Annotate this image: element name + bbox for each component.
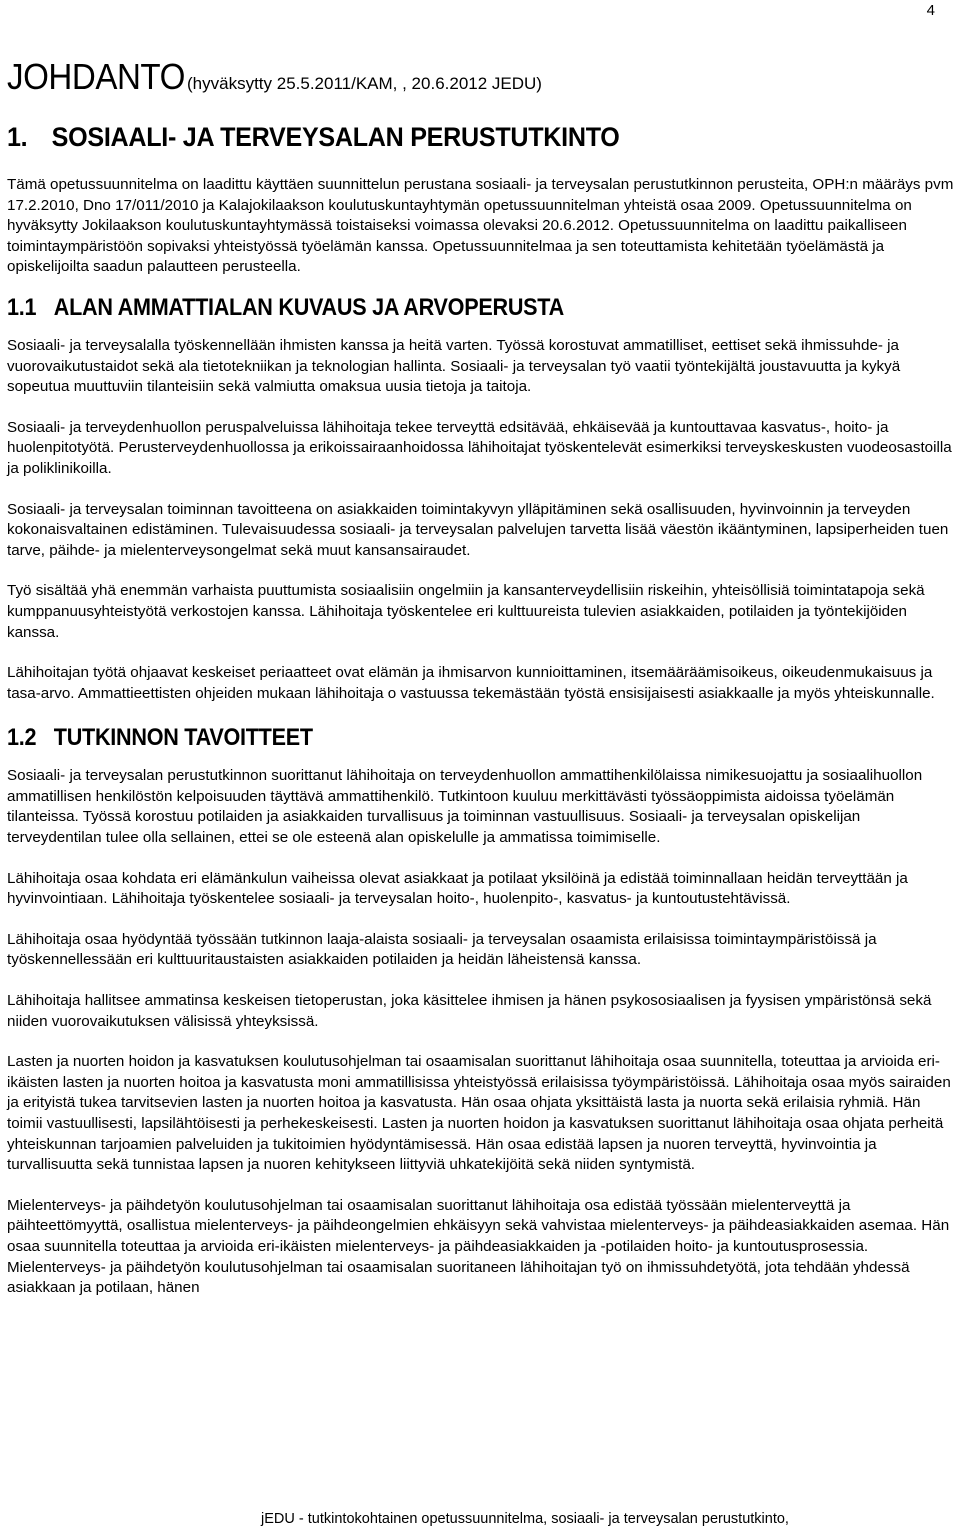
paragraph: Lähihoitaja hallitsee ammatinsa keskeisen tietoperustan, joka käsittelee ihmisen ja hänen psykososiaalisen ja fyysisen ympäristönsä sekä niiden vuorovaikutuksen välisissä yhteyksissä. (7, 992, 932, 1030)
section-1-1-title: ALAN AMMATTIALAN KUVAUS JA ARVOPERUSTA (53, 293, 564, 321)
paragraph: Sosiaali- ja terveysalan toiminnan tavoitteena on asiakkaiden toimintakyvyn ylläpitäminen sekä osallisuuden, hyvinvoinnin ja terveyden kokonaisvaltainen edistäminen. Tulevaisuudessa sosiaali- ja terveysalan palvelujen tarvetta lisää väestön ikääntyminen, lapsiperheiden tuen tarve, päihde- ja mielenterveysongelmat sekä muut kansansairaudet. (7, 500, 949, 559)
page-footer: jEDU - tutkintokohtainen opetussuunnitelma, sosiaali- ja terveysalan perustutkinto, (261, 1511, 789, 1527)
section-1-2-number: 1.2 (7, 724, 37, 752)
paragraph: Sosiaali- ja terveysalan perustutkinnon suorittanut lähihoitaja on terveydenhuollon ammattihenkilölaissa nimikesuojattu ja sosiaalihuollon ammatillisen henkilöstön kelpoisuuden täyttävä ammattihenkilö. Tutkintoon kuuluu merkittävästi työssäoppimista aidoissa työelämän tilanteissa. Työssä korostuu potilaiden ja asiakkaiden turvallisuus ja toiminnan vastuullisuus. Sosiaali- ja terveysalan opiskelijan terveydentilan tulee olla sellainen, ettei se ole esteenä alan opiskelulle ja ammatissa toimimiselle. (7, 767, 923, 847)
document-body (7, 56, 957, 1319)
paragraph: Sosiaali- ja terveysalalla työskennellään ihmisten kanssa ja heitä varten. Työssä korostuvat ammatilliset, eettiset sekä ihmissuhde- ja vuorovaikutustaidot sekä ala tietotekniikan ja teknologian hallinta. Sosiaali- ja terveysalan työ vaatii työntekijältä joustavuutta ja kykyä sopeutua muuttuviin tilanteisiin sekä valmiutta omaksua uusia tietoja ja taitoja. (7, 336, 901, 396)
section-1-number: 1. (7, 122, 28, 152)
section-1-title: SOSIAALI- JA TERVEYSALAN PERUSTUTKINTO (51, 122, 620, 152)
section-1-2-heading (7, 724, 862, 752)
title-approval-note: (hyväksytty 25.5.2011/KAM, , 20.6.2012 JEDU) (187, 74, 542, 93)
section-1-1-number: 1.1 (7, 293, 37, 321)
paragraph: Sosiaali- ja terveydenhuollon peruspalveluissa lähihoitaja tekee terveyttä edsitävää, ehkäisevää ja kuntouttavaa kasvatus-, hoito- ja huolenpitotyötä. Perusterveydenhuollossa ja erikoissairaanhoidossa lähihoitajat työskentelevät esimerkiksi terveyskeskusten vuodeosastoilla ja poliklinikoilla. (7, 418, 952, 477)
section-1-2-title: TUTKINNON TAVOITTEET (53, 724, 313, 752)
paragraph: Lähihoitaja osaa hyödyntää työssään tutkinnon laaja-alaista sosiaali- ja terveysalan osaamista erilaisissa toimintaympäristöissä ja työskennellessään eri kulttuuritaustaisten asiakkaiden potilaiden ja heidän läheistensä kanssa. (7, 930, 877, 969)
paragraph: Työ sisältää yhä enemmän varhaista puuttumista sosiaalisiin ongelmiin ja kansanterveydellisiin riskeihin, yhteisöllisiä toimintatapoja sekä kumppanuusyhteistyötä verkostojen kanssa. Lähihoitaja työskentelee eri kulttuureista tulevien asiakkaiden, potilaiden ja työntekijöiden kanssa. (7, 582, 925, 641)
section-1-paragraph: Tämä opetussuunnitelma on laadittu käyttäen suunnittelun perustana sosiaali- ja terveysalan perustutkinnon perusteita, OPH:n määräys pvm 17.2.2010, Dno 17/011/2010 ja Kalajokilaakson koulutuskuntayhtymän opetussuunnitelman yhteistä osaa 2009. Opetussuunnitelma on hyväksytty Jokilaakson koulutuskuntayhtymässä toistaiseksi voimassa olevaksi 20.6.2012. Opetussuunnitelma on laadittu paikalliseen toimintaympäristöön sopivaksi yhteistyössä työelämän kanssa. Opetussuunnitelmaa ja sen toteuttamista kehitetään työelämästä ja opiskelijoilta saadun palautteen perusteella. (7, 176, 954, 276)
page-number: 4 (926, 2, 935, 19)
paragraph: Mielenterveys- ja päihdetyön koulutusohjelman tai osaamisalan suorittanut lähihoitaja osa edistää työssään mielenterveyttä ja päihteettömyyttä, osallistua mielenterveys- ja päihdeongelmien ehkäisyyn sekä vahvistaa mielenterveys- ja päihdeasiakkaiden asemaa. Hän osaa suunnitella toteuttaa ja arvioida eri-ikäisten mielenterveys- ja päihdeasiakkaiden ja -potilaiden hoito- ja kuntoutusprosessia. Mielenterveys- ja päihdetyön koulutusohjelman tai osaamisalan suoritaneen lähihoitajan työ on ihmissuhdetyötä, jota tehdään yhdessä asiakkaan ja potilaan, hänen (7, 1196, 950, 1297)
paragraph: Lasten ja nuorten hoidon ja kasvatuksen koulutusohjelman tai osaamisalan suorittanut lähihoitaja osaa suunnitella, toteuttaa ja arvioida eri-ikäisten lasten ja nuorten hoitoa ja kasvatusta moni ammatillisissa yhteistyössä erilaisissa työympäristöissä. Lähihoitaja osaa myös sairaiden ja erityistä tukea tarvitsevien lasten ja nuorten hoitoa ja kasvatusta. Hän osaa ohjata yksittäistä lasta ja nuorta sekä erilaisia ryhmiä. Hän toimii vastuullisesti, lapsilähtöisesti ja perhekeskeisesti. Lasten ja nuorten hoidon ja kasvatuksen suorittanut lähihoitaja osaa ohjata perheitä yhteiskunnan tarjoamien palveluiden ja tukitoimien hyödyntämisessä. Hän osaa edistää lapsen ja nuoren terveyttä, hyvinvointia ja turvallisuutta sekä tunnistaa lapsen ja nuoren kehitykseen liittyviä uhkatekijöitä sekä niiden syntymistä. (7, 1053, 951, 1174)
paragraph: Lähihoitajan työtä ohjaavat keskeiset periaatteet ovat elämän ja ihmisarvon kunnioittaminen, itsemääräämisoikeus, oikeudenmukaisuus ja tasa-arvo. Ammattieettisten ohjeiden mukaan lähihoitaja o vastuussa tekemästään työstä ensisijaisesti asiakkaalle ja myös yhteiskunnalle. (7, 664, 935, 702)
section-1-heading (7, 122, 891, 153)
document-title (7, 56, 957, 108)
paragraph: Lähihoitaja osaa kohdata eri elämänkulun vaiheissa olevat asiakkaat ja potilaat yksilöinä ja edistää toiminnallaan heidän terveyttään ja hyvinvointiaan. Lähihoitaja työskentelee sosiaali- ja terveysalan hoito-, huolenpito-, kasvatus- ja kuntoutustehtävissä. (7, 869, 908, 908)
section-1-1-heading (7, 294, 862, 322)
title-main: JOHDANTO (7, 56, 185, 97)
